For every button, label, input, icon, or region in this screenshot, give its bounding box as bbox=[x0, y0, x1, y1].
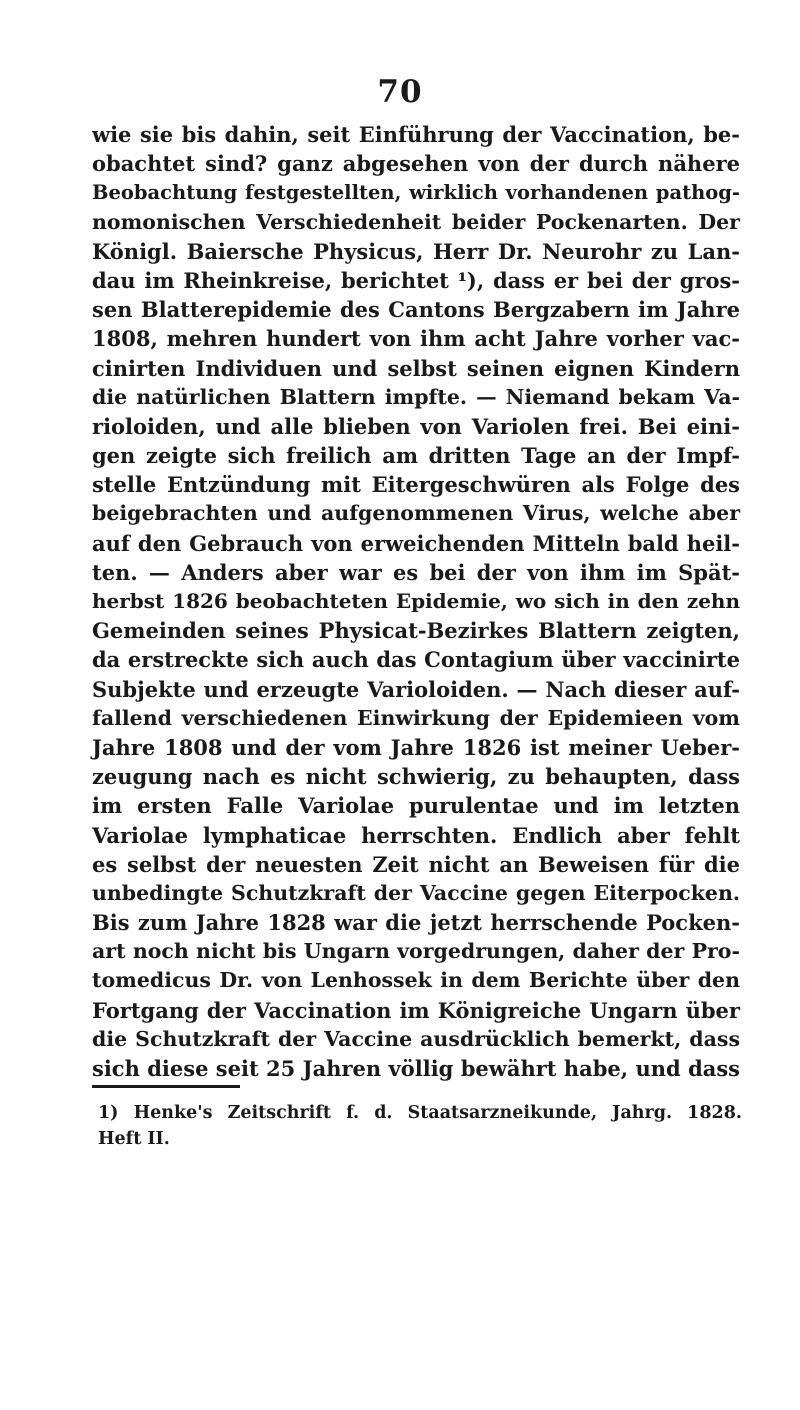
text-line: herbst 1826 beobachteten Epidemie, wo sich in den zehn bbox=[92, 589, 740, 613]
text-line: sen Blatterepidemie des Cantons Bergzabern im Jahre bbox=[92, 297, 740, 323]
text-line: dau im Rheinkreise, berichtet ¹), dass er bei der gros- bbox=[92, 267, 740, 293]
footnote bbox=[92, 1100, 742, 1152]
text-line: nomonischen Verschiedenheit beider Pockenarten. Der bbox=[92, 209, 740, 234]
page-number: 70 bbox=[377, 74, 423, 110]
text-line: Bis zum Jahre 1828 war die jetzt herrschende Pocken- bbox=[92, 910, 740, 936]
text-line: wie sie bis dahin, seit Einführung der Vaccination, be- bbox=[92, 122, 740, 147]
text-line: fallend verschiedenen Einwirkung der Epidemieen vom bbox=[92, 705, 740, 730]
text-line: Variolae lymphaticae herrschten. Endlich aber fehlt bbox=[92, 822, 740, 848]
text-line: obachtet sind? ganz abgesehen von der durch nähere bbox=[92, 151, 740, 177]
footnote-line: 1) Henke's Zeitschrift f. d. Staatsarzneikunde, Jahrg. 1828. bbox=[98, 1103, 742, 1123]
text-line: rioloiden, und alle blieben von Variolen frei. Bei eini- bbox=[92, 413, 740, 439]
text-line: es selbst der neuesten Zeit nicht an Beweisen für die bbox=[92, 851, 740, 877]
text-line: stelle Entzündung mit Eitergeschwüren als Folge des bbox=[92, 472, 740, 498]
text-line: im ersten Falle Variolae purulentae und im letzten bbox=[92, 793, 740, 819]
text-line: ten. — Anders aber war es bei der von ihm im Spät- bbox=[92, 559, 740, 585]
text-line: 1808, mehren hundert von ihm acht Jahre vorher vac- bbox=[92, 326, 740, 352]
footnote-line: Heft II. bbox=[98, 1129, 170, 1149]
text-line: cinirten Individuen und selbst seinen eignen Kindern bbox=[92, 355, 740, 381]
text-line: Jahre 1808 und der vom Jahre 1826 ist meiner Ueber- bbox=[92, 734, 740, 760]
text-line: Gemeinden seines Physicat-Bezirkes Blattern zeigten, bbox=[92, 618, 740, 644]
text-line: beigebrachten und aufgenommenen Virus, welche aber bbox=[92, 501, 740, 526]
text-line: sich diese seit 25 Jahren völlig bewährt habe, und dass bbox=[92, 1056, 740, 1081]
text-line: da erstreckte sich auch das Contagium über vaccinirte bbox=[92, 647, 740, 673]
text-line: gen zeigte sich freilich am dritten Tage an der Impf- bbox=[92, 443, 740, 469]
text-line: Beobachtung festgestellten, wirklich vorhandenen pathog- bbox=[92, 181, 740, 205]
text-line: Fortgang der Vaccination im Königreiche Ungarn über bbox=[92, 997, 740, 1023]
text-line: unbedingte Schutzkraft der Vaccine gegen Eiterpocken. bbox=[92, 880, 740, 905]
text-line: Königl. Baiersche Physicus, Herr Dr. Neurohr zu Lan- bbox=[92, 238, 740, 264]
text-line: tomedicus Dr. von Lenhossek in dem Berichte über den bbox=[92, 968, 740, 993]
text-line: auf den Gebrauch von erweichenden Mitteln bald heil- bbox=[92, 530, 740, 556]
text-line: art noch nicht bis Ungarn vorgedrungen, daher der Pro- bbox=[92, 939, 740, 964]
text-line: die natürlichen Blattern impfte. — Niemand bekam Va- bbox=[92, 384, 740, 409]
body-text bbox=[92, 120, 740, 1083]
text-line: zeugung nach es nicht schwierig, zu behaupten, dass bbox=[92, 764, 740, 790]
text-line: Subjekte und erzeugte Varioloiden. — Nach dieser auf- bbox=[92, 676, 740, 702]
text-line: die Schutzkraft der Vaccine ausdrücklich bemerkt, dass bbox=[92, 1026, 740, 1051]
footnote-separator bbox=[92, 1085, 240, 1088]
